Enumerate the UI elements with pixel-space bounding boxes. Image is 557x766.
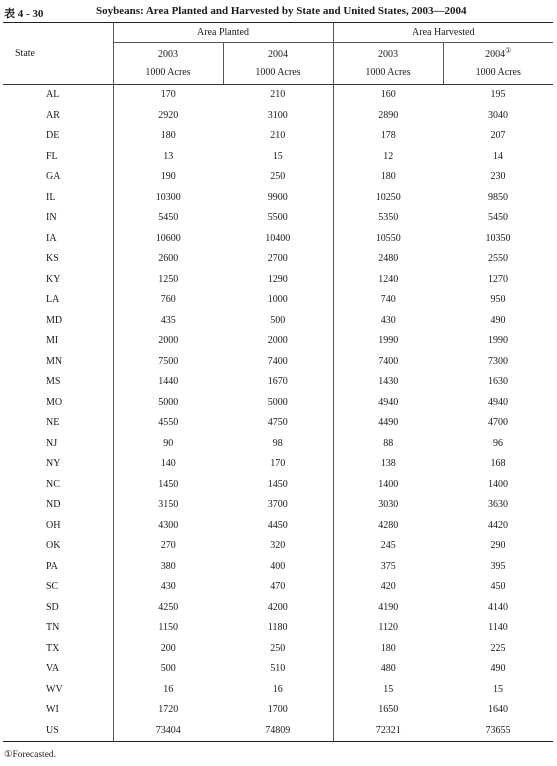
value-cell: 73404 [113,721,223,742]
state-cell: KY [46,273,61,285]
value-cell: 210 [270,130,286,142]
value-cell: 420 [333,577,443,598]
value-cell: 7400 [267,355,288,367]
value-cell: 380 [113,557,223,578]
value-cell: 98 [272,437,283,449]
value-cell: 90 [113,434,223,455]
value-cell: 2550 [488,253,508,265]
value-cell: 1150 [113,618,223,639]
value-cell: 74809 [223,721,333,742]
value-cell: 72321 [333,721,443,742]
table-row [3,270,553,291]
state-cell: PA [46,560,58,572]
state-cell: OH [46,519,61,531]
table-row [3,495,553,516]
column-header [223,43,333,85]
value-cell: 245 [333,536,443,557]
value-cell: 1430 [333,372,443,393]
value-cell: 15 [493,683,503,695]
state-cell: NC [46,478,60,490]
value-cell: 4420 [488,519,508,531]
value-cell: 510 [270,663,286,675]
column-year [444,46,554,61]
state-cell: MS [46,376,61,388]
value-cell: 1990 [333,331,443,352]
value-cell: 2000 [267,335,288,347]
value-cell: 207 [490,130,506,142]
value-cell: 138 [333,454,443,475]
value-cell: 740 [333,290,443,311]
state-cell: DE [46,130,60,142]
table-row [3,249,553,270]
column-unit: 1000 Acres [365,66,411,78]
table-row [3,393,553,414]
value-cell: 5450 [113,208,223,229]
table-row [3,618,553,639]
table-row [3,372,553,393]
state-cell: OK [46,540,61,552]
table-row [3,454,553,475]
value-cell: 1440 [113,372,223,393]
value-cell: 5450 [488,212,508,224]
state-cell: FL [46,150,58,162]
value-cell: 4200 [267,601,288,613]
column-unit: 1000 Acres [145,66,191,78]
value-cell: 225 [490,642,506,654]
state-cell: GA [46,171,61,183]
value-cell: 490 [490,663,506,675]
value-cell: 10550 [333,229,443,250]
value-cell: 1670 [267,376,288,388]
table-row [3,147,553,168]
state-cell: SD [46,601,59,613]
value-cell: 430 [113,577,223,598]
table-row [3,434,553,455]
table-row [3,331,553,352]
table-row [3,557,553,578]
table-row [3,413,553,434]
value-cell: 3040 [488,109,508,121]
state-cell: AR [46,109,60,121]
value-cell: 450 [490,581,506,593]
area-harvested-group-header: Area Harvested [333,23,553,43]
value-cell: 5350 [333,208,443,229]
value-cell: 14 [493,150,503,162]
value-cell: 88 [333,434,443,455]
value-cell: 10250 [333,188,443,209]
column-unit: 1000 Acres [255,66,301,78]
state-cell: US [3,721,113,742]
value-cell: 2890 [333,106,443,127]
value-cell: 395 [490,560,506,572]
state-cell: MD [46,314,63,326]
value-cell: 7400 [333,352,443,373]
value-cell: 1120 [333,618,443,639]
value-cell: 178 [333,126,443,147]
value-cell: 1630 [488,376,508,388]
state-cell: NY [46,458,61,470]
table-row [3,311,553,332]
table-row [3,639,553,660]
table-body [3,85,553,742]
state-cell: MI [46,335,59,347]
value-cell: 140 [113,454,223,475]
state-cell: TX [46,642,60,654]
value-cell: 1640 [488,704,508,716]
value-cell: 250 [270,171,286,183]
table-row [3,475,553,496]
table-row [3,85,553,106]
state-cell: IL [46,191,56,203]
table-number: 表 4 - 30 [4,8,44,20]
table-row [3,659,553,680]
footnote: ①Forecasted. [4,750,57,760]
state-cell: MO [46,396,63,408]
value-cell: 4300 [113,516,223,537]
value-cell: 4940 [333,393,443,414]
value-cell: 490 [490,314,506,326]
column-header [113,43,223,85]
value-cell: 4280 [333,516,443,537]
value-cell: 4550 [113,413,223,434]
state-cell: WI [46,704,59,716]
value-cell: 3100 [267,109,288,121]
value-cell: 500 [270,314,286,326]
value-cell: 1270 [488,273,508,285]
table-row [3,352,553,373]
state-cell: KS [46,253,59,265]
state-column-header: State [3,23,113,85]
value-cell: 10600 [113,229,223,250]
footnote-marker: ① [505,46,512,55]
state-cell: SC [46,581,59,593]
table-row [3,598,553,619]
column-header [333,43,443,85]
value-cell: 2480 [333,249,443,270]
column-year-value: 2004 [485,48,506,60]
value-cell: 400 [270,560,286,572]
value-cell: 96 [493,437,503,449]
table-title-text: Soybeans: Area Planted and Harvested by State and United States, 2003—2004 [96,5,467,17]
value-cell: 10350 [485,232,511,244]
state-cell: VA [46,663,60,675]
value-cell: 1450 [267,478,288,490]
value-cell: 1450 [113,475,223,496]
value-cell: 5500 [267,212,288,224]
value-cell: 1250 [113,270,223,291]
table-row [3,229,553,250]
column-year: 2004 [268,48,288,60]
state-cell: WV [46,683,63,695]
value-cell: 13 [113,147,223,168]
table-row [3,106,553,127]
value-cell: 210 [270,89,286,101]
value-cell: 180 [113,126,223,147]
value-cell: 230 [490,171,506,183]
value-cell: 5000 [113,393,223,414]
value-cell: 1650 [333,700,443,721]
value-cell: 200 [113,639,223,660]
column-header [443,43,553,85]
column-unit: 1000 Acres [475,66,521,78]
value-cell: 1990 [488,335,508,347]
state-cell: NE [46,417,60,429]
value-cell: 170 [113,85,223,106]
value-cell: 180 [333,639,443,660]
value-cell: 170 [270,458,286,470]
value-cell: 760 [113,290,223,311]
column-year: 2003 [158,48,178,60]
table-row [3,536,553,557]
column-year: 2003 [378,48,398,60]
value-cell: 1700 [267,704,288,716]
value-cell: 9850 [488,191,508,203]
value-cell: 4940 [488,396,508,408]
table-row [3,700,553,721]
value-cell: 180 [333,167,443,188]
value-cell: 16 [113,680,223,701]
value-cell: 190 [113,167,223,188]
value-cell: 2700 [267,253,288,265]
value-cell: 290 [490,540,506,552]
value-cell: 4450 [267,519,288,531]
state-cell: IA [46,232,57,244]
value-cell: 1000 [267,294,288,306]
table-row [3,577,553,598]
value-cell: 9900 [267,191,288,203]
value-cell: 470 [270,581,286,593]
value-cell: 15 [272,150,283,162]
table-row [3,208,553,229]
value-cell: 4750 [267,417,288,429]
state-cell: TN [46,622,60,634]
value-cell: 950 [490,294,506,306]
table-row [3,516,553,537]
table-row [3,290,553,311]
value-cell: 4700 [488,417,508,429]
value-cell: 1180 [267,622,288,634]
value-cell: 73655 [443,721,553,742]
value-cell: 3030 [333,495,443,516]
table-row [3,126,553,147]
value-cell: 435 [113,311,223,332]
value-cell: 4490 [333,413,443,434]
state-cell: AL [46,89,60,101]
value-cell: 500 [113,659,223,680]
value-cell: 10300 [113,188,223,209]
state-cell: MN [46,355,63,367]
value-cell: 4250 [113,598,223,619]
table-row [3,188,553,209]
table-row [3,680,553,701]
value-cell: 7300 [488,355,508,367]
table-title [4,5,552,21]
value-cell: 2920 [113,106,223,127]
value-cell: 430 [333,311,443,332]
table-header [3,23,553,85]
state-cell: NJ [46,437,58,449]
value-cell: 4190 [333,598,443,619]
value-cell: 375 [333,557,443,578]
value-cell: 15 [333,680,443,701]
value-cell: 2600 [113,249,223,270]
value-cell: 3700 [267,499,288,511]
value-cell: 1400 [333,475,443,496]
value-cell: 12 [333,147,443,168]
value-cell: 1400 [488,478,508,490]
value-cell: 1290 [267,273,288,285]
value-cell: 16 [272,683,283,695]
value-cell: 5000 [267,396,288,408]
value-cell: 1240 [333,270,443,291]
value-cell: 1720 [113,700,223,721]
value-cell: 10400 [265,232,291,244]
state-cell: ND [46,499,61,511]
value-cell: 160 [333,85,443,106]
state-cell: LA [46,294,60,306]
value-cell: 3630 [488,499,508,511]
value-cell: 2000 [113,331,223,352]
value-cell: 320 [270,540,286,552]
table-row [3,167,553,188]
state-cell: IN [46,212,57,224]
value-cell: 480 [333,659,443,680]
value-cell: 195 [490,89,506,101]
soybean-area-table [3,22,553,742]
table-row [3,721,553,742]
area-planted-group-header: Area Planted [113,23,333,43]
value-cell: 1140 [488,622,508,634]
value-cell: 3150 [113,495,223,516]
value-cell: 168 [490,458,506,470]
value-cell: 4140 [488,601,508,613]
value-cell: 270 [113,536,223,557]
value-cell: 7500 [113,352,223,373]
value-cell: 250 [270,642,286,654]
